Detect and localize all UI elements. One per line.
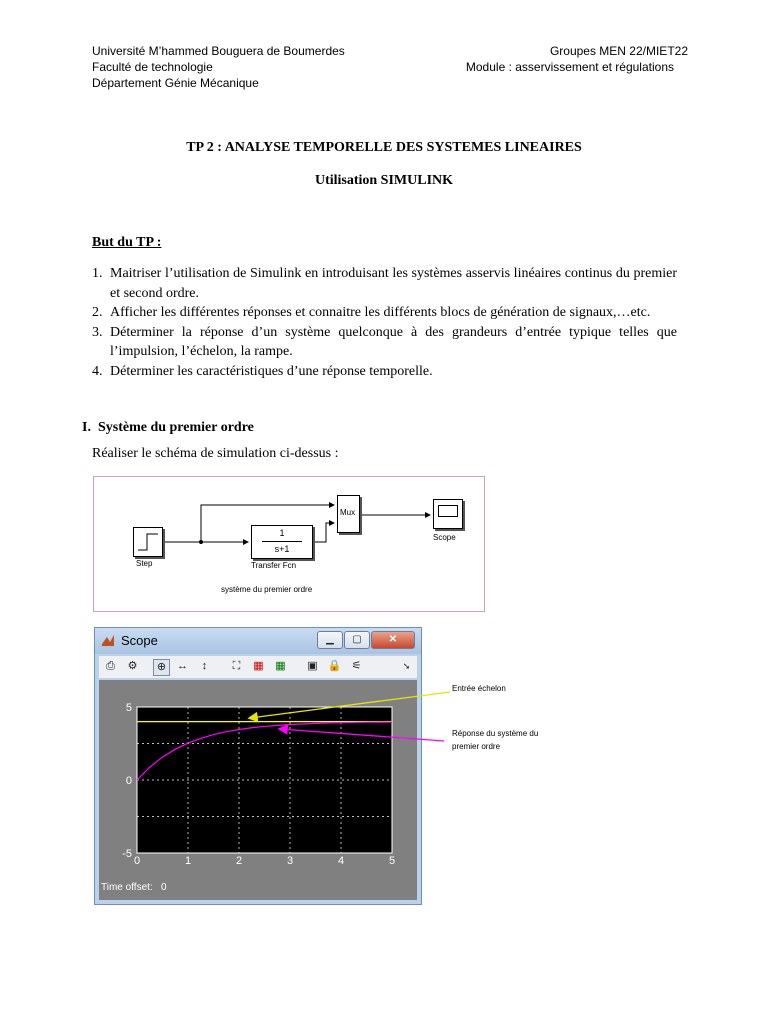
document-subtitle: Utilisation SIMULINK xyxy=(314,173,454,188)
y-tick-label: 5 xyxy=(125,702,132,714)
print-icon[interactable]: ⎙ xyxy=(106,660,115,672)
scope-window xyxy=(94,627,422,905)
x-tick-label: 2 xyxy=(235,855,243,867)
zoom-y-icon[interactable]: ↕ xyxy=(201,660,208,672)
step-icon xyxy=(134,528,162,556)
input-annotation: Entrée échelon xyxy=(452,684,506,693)
scope-titlebar[interactable] xyxy=(95,628,421,654)
x-tick-label: 1 xyxy=(184,855,192,867)
matlab-logo-icon xyxy=(101,634,115,648)
floating-scope-icon[interactable]: ▣ xyxy=(307,660,318,672)
section-heading: I. Système du premier ordre xyxy=(82,420,254,435)
signal-selection-icon[interactable]: ⚟ xyxy=(351,660,362,672)
x-tick-label: 5 xyxy=(388,855,396,867)
x-tick-label: 0 xyxy=(133,855,141,867)
scope-block[interactable] xyxy=(433,499,463,529)
time-offset-readout xyxy=(101,882,167,893)
aim-item: 4. Déterminer les caractéristiques d’une réponse temporelle. xyxy=(92,363,433,379)
minimize-button[interactable]: ▁ xyxy=(317,631,343,649)
y-tick-label: 0 xyxy=(125,775,132,787)
transfer-fcn-label: Transfer Fcn xyxy=(251,561,297,570)
x-tick-label: 3 xyxy=(286,855,294,867)
save-axes-icon[interactable]: ▦ xyxy=(253,660,264,672)
scope-plot xyxy=(99,680,417,900)
maximize-button[interactable]: ▢ xyxy=(344,631,370,649)
department-name: Département Génie Mécanique xyxy=(92,76,259,90)
transfer-fcn-block[interactable] xyxy=(251,525,313,559)
module-label: Module : asservissement et régulations xyxy=(465,60,674,74)
instruction-text: Réaliser le schéma de simulation ci-dessus : xyxy=(92,446,339,461)
scope-screen-icon xyxy=(438,505,458,517)
zoom-in-icon[interactable]: ⊕ xyxy=(153,659,170,676)
scope-label: Scope xyxy=(433,533,456,542)
simulink-diagram xyxy=(93,476,485,612)
aim-item: 1. Maitriser l’utilisation de Simulink en introduisant les systèmes asservis linéaires continus du premier et second ordre. xyxy=(92,266,677,301)
aims-heading: But du TP : xyxy=(92,235,162,250)
time-offset-label: Time offset: xyxy=(101,882,153,893)
scope-plot-panel xyxy=(99,680,417,900)
dock-arrow-icon[interactable]: ➘ xyxy=(402,661,411,671)
faculty-name: Faculté de technologie xyxy=(92,60,213,74)
aims-list xyxy=(92,264,677,381)
zoom-x-icon[interactable]: ↔ xyxy=(177,660,188,672)
step-label: Step xyxy=(136,559,153,568)
document-title: TP 2 : ANALYSE TEMPORELLE DES SYSTEMES LINEAIRES xyxy=(186,140,582,155)
aim-item: 2. Afficher les différentes réponses et connaitre les différents blocs de génération de signaux,…etc. xyxy=(92,305,651,320)
close-button[interactable]: ✕ xyxy=(371,631,415,649)
response-annotation: Réponse du système du premier ordre xyxy=(452,729,539,751)
tf-fraction-bar xyxy=(262,541,302,542)
lock-icon[interactable]: 🔒 xyxy=(327,660,342,672)
restore-axes-icon[interactable]: ▦ xyxy=(275,660,286,672)
parameters-gear-icon[interactable]: ⚙ xyxy=(127,660,138,672)
university-name: Université M’hammed Bouguera de Boumerdes xyxy=(92,44,345,58)
tf-denominator: s+1 xyxy=(274,544,290,554)
groups-label: Groupes MEN 22/MIET22 xyxy=(549,44,688,58)
time-offset-value: 0 xyxy=(161,882,167,893)
autoscale-icon[interactable]: ⛶ xyxy=(232,660,241,672)
aim-item: 3. Déterminer la réponse d’un système quelconque à des grandeurs d’entrée typique telles que l’impulsion, l’échelon, la rampe. xyxy=(92,324,677,359)
scope-window-title: Scope xyxy=(121,633,158,648)
diagram-caption: système du premier ordre xyxy=(221,585,313,594)
mux-block[interactable] xyxy=(337,495,360,533)
tf-numerator: 1 xyxy=(279,528,285,538)
y-tick-label: -5 xyxy=(122,848,132,860)
scope-toolbar xyxy=(99,656,417,678)
x-tick-label: 4 xyxy=(337,855,345,867)
step-block[interactable] xyxy=(133,527,163,557)
mux-label: Mux xyxy=(340,508,356,517)
